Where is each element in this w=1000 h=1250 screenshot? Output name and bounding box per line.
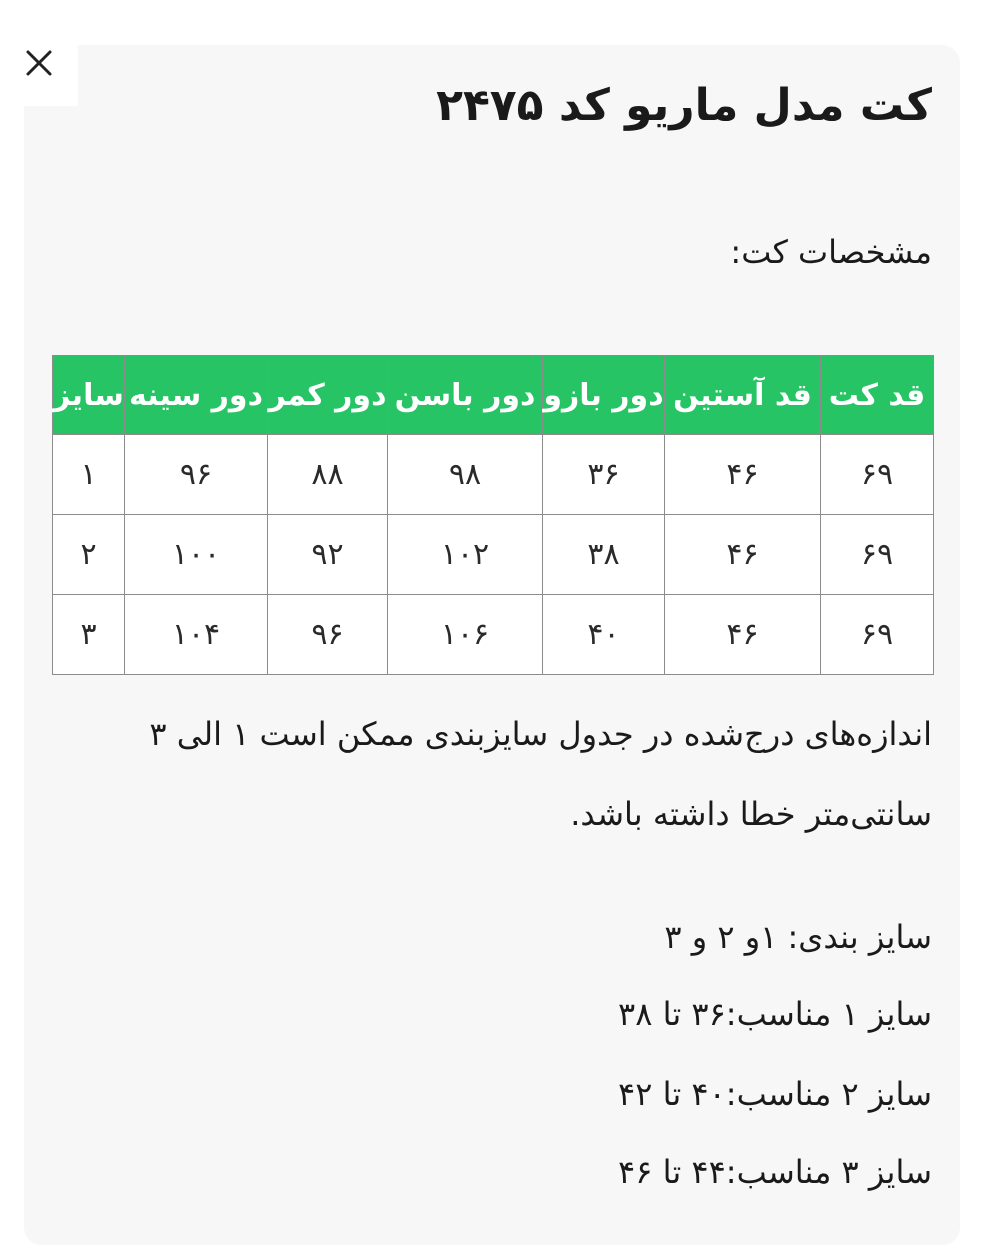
table-cell: ۲ bbox=[53, 515, 125, 595]
header-chest-circumference: دور سینه bbox=[125, 356, 268, 435]
table-cell: ۱۰۰ bbox=[125, 515, 268, 595]
table-cell: ۶۹ bbox=[821, 515, 934, 595]
size-3-fit: سایز ۳ مناسب:۴۴ تا ۴۶ bbox=[618, 1153, 932, 1191]
specs-label: مشخصات کت: bbox=[730, 233, 932, 271]
size-table bbox=[52, 355, 934, 675]
table-cell: ۹۶ bbox=[268, 595, 388, 675]
size-2-fit: سایز ۲ مناسب:۴۰ تا ۴۲ bbox=[618, 1075, 932, 1113]
table-cell: ۶۹ bbox=[821, 595, 934, 675]
header-hip-circumference: دور باسن bbox=[388, 356, 543, 435]
table-cell: ۱۰۶ bbox=[388, 595, 543, 675]
header-coat-length: قد کت bbox=[821, 356, 934, 435]
table-row bbox=[53, 435, 934, 515]
size-1-fit: سایز ۱ مناسب:۳۶ تا ۳۸ bbox=[618, 995, 932, 1033]
table-cell: ۱ bbox=[53, 435, 125, 515]
close-button[interactable] bbox=[0, 20, 78, 106]
header-sleeve-length: قد آستین bbox=[665, 356, 821, 435]
table-cell: ۱۰۲ bbox=[388, 515, 543, 595]
sizing-summary: سایز بندی: ۱و ۲ و ۳ bbox=[664, 918, 932, 956]
product-title: کت مدل ماریو کد ۲۴۷۵ bbox=[436, 80, 932, 131]
table-cell: ۴۶ bbox=[665, 435, 821, 515]
table-row bbox=[53, 595, 934, 675]
table-cell: ۳۶ bbox=[543, 435, 665, 515]
header-size: سایز bbox=[53, 356, 125, 435]
table-cell: ۹۲ bbox=[268, 515, 388, 595]
table-cell: ۹۸ bbox=[388, 435, 543, 515]
header-waist-circumference: دور کمر bbox=[268, 356, 388, 435]
table-cell: ۹۶ bbox=[125, 435, 268, 515]
table-cell: ۳ bbox=[53, 595, 125, 675]
table-cell: ۶۹ bbox=[821, 435, 934, 515]
table-header-row bbox=[53, 356, 934, 435]
header-arm-circumference: دور بازو bbox=[543, 356, 665, 435]
table-row bbox=[53, 515, 934, 595]
measurement-note: اندازه‌های درج‌شده در جدول سایزبندی ممکن است ۱ الی ۳ سانتی‌متر خطا داشته باشد. bbox=[149, 715, 932, 833]
table-cell: ۴۶ bbox=[665, 595, 821, 675]
close-icon[interactable] bbox=[25, 49, 53, 77]
table-cell: ۸۸ bbox=[268, 435, 388, 515]
table-cell: ۱۰۴ bbox=[125, 595, 268, 675]
table-cell: ۴۶ bbox=[665, 515, 821, 595]
table-cell: ۳۸ bbox=[543, 515, 665, 595]
table-cell: ۴۰ bbox=[543, 595, 665, 675]
